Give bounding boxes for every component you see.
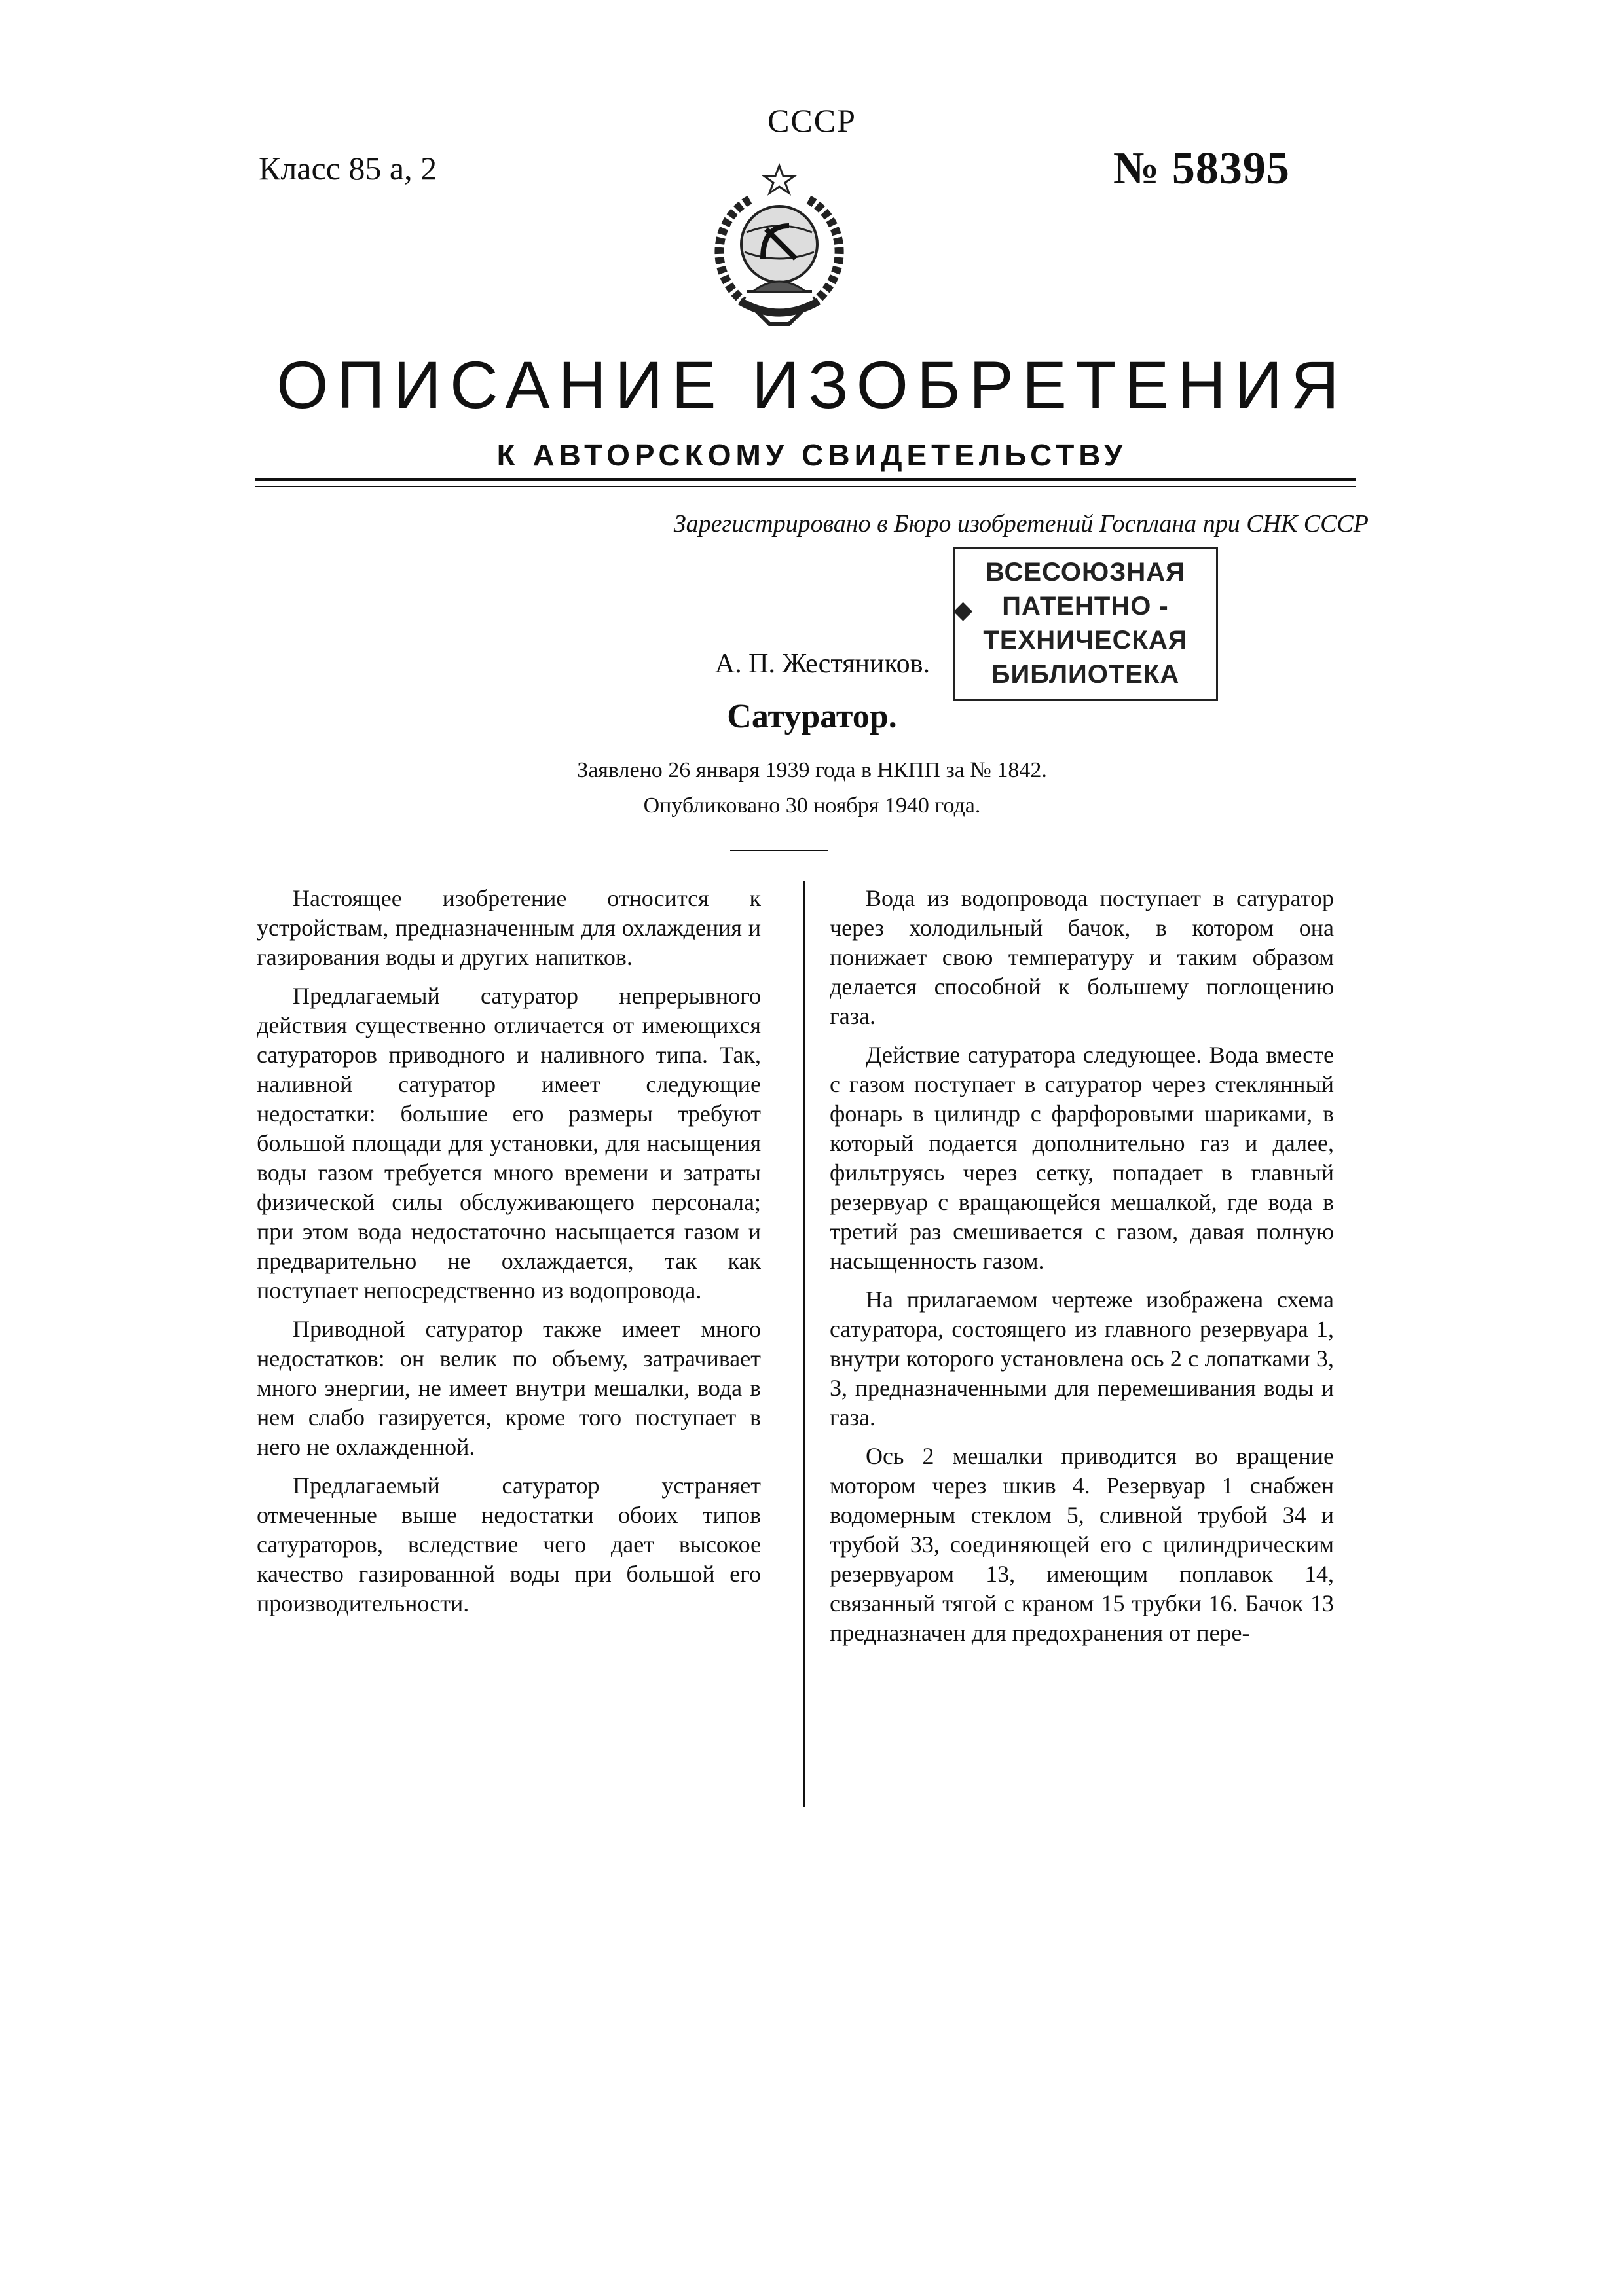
header-rule-thin <box>255 486 1356 487</box>
ussr-emblem-icon <box>684 160 874 331</box>
header-rule-thick <box>255 478 1356 481</box>
stamp-line: ПАТЕНТНО - <box>1002 592 1169 621</box>
registration-note: Зарегистрировано в Бюро изобретений Госплана при СНК СССР <box>673 510 1369 538</box>
patent-number: № 58395 <box>1113 143 1290 194</box>
published-date: Опубликовано 30 ноября 1940 года. <box>643 793 981 818</box>
stamp-line: ТЕХНИЧЕСКАЯ <box>983 626 1188 655</box>
left-column <box>257 884 761 1628</box>
right-column <box>830 884 1334 1657</box>
invention-title: Сатуратор. <box>727 698 897 735</box>
author-name: А. П. Жестяников. <box>714 649 930 679</box>
document-subtitle: К АВТОРСКОМУ СВИДЕТЕЛЬСТВУ <box>496 438 1128 472</box>
paragraph: Предлагаемый сатуратор непрерывного действия существенно отличается от имеющихся сатураторов приводного и наливного типа. Так, наливной сатуратор имеет следующие недостатки: большие его размеры требуют большой площади для установки, для насыщения воды газом требуется много времени и затраты физической силы обслуживающего персонала; при этом вода недостаточно насыщается газом и предварительно не охлаждается, так как поступает непосредственно из водопровода. <box>257 983 761 1303</box>
document-title: ОПИСАНИЕ ИЗОБРЕТЕНИЯ <box>276 348 1348 422</box>
stamp-line: ВСЕСОЮЗНАЯ <box>986 558 1185 587</box>
paragraph: Настоящее изобретение относится к устройствам, предназначенным для охлаждения и газирования воды и других напитков. <box>257 885 761 970</box>
paragraph: Вода из водопровода поступает в сатуратор через холодильный бачок, в котором она понижает свою температуру и таким образом делается способной к большему поглощению газа. <box>830 885 1334 1029</box>
country-header: СССР <box>767 102 857 139</box>
diamond-icon: ◆ <box>953 596 974 624</box>
stamp-line: БИБЛИОТЕКА <box>991 660 1180 689</box>
section-divider <box>730 850 828 851</box>
paragraph: Предлагаемый сатуратор устраняет отмеченные выше недостатки обоих типов сатураторов, вследствие чего дает высокое качество газированной воды при большой его производительности. <box>257 1472 761 1616</box>
patent-class: Класс 85 а, 2 <box>259 150 437 187</box>
paragraph: На прилагаемом чертеже изображена схема сатуратора, состоящего из главного резервуара 1, внутри которого установлена ось 2 с лопатками 3, 3, предназначенными для перемешивания воды и газа. <box>830 1286 1334 1430</box>
paragraph: Ось 2 мешалки приводится во вращение мотором через шкив 4. Резервуар 1 снабжен водомерным стеклом 5, сливной трубой 34 и трубой 33, соединяющей его с цилиндрическим резервуаром 13, имеющим поплавок 14, связанный тягой с краном 15 трубки 16. Бачок 13 предназначен для предохранения от пере- <box>830 1443 1334 1646</box>
paragraph: Приводной сатуратор также имеет много недостатков: он велик по объему, затрачивает много энергии, не имеет внутри мешалки, вода в нем слабо газируется, кроме того поступает в него не охлажденной. <box>257 1316 761 1460</box>
paragraph: Действие сатуратора следующее. Вода вместе с газом поступает в сатуратор через стеклянный фонарь в цилиндр с фарфоровыми шариками, в который подается дополнительно газ и далее, фильтруясь через сетку, попадает в главный резервуар с вращающейся мешалкой, где вода в третий раз смешивается с газом, давая полную насыщенность газом. <box>830 1042 1334 1274</box>
column-divider <box>803 881 805 1807</box>
library-stamp <box>953 547 1218 701</box>
filed-date: Заявлено 26 января 1939 года в НКПП за № 1842. <box>577 758 1047 782</box>
